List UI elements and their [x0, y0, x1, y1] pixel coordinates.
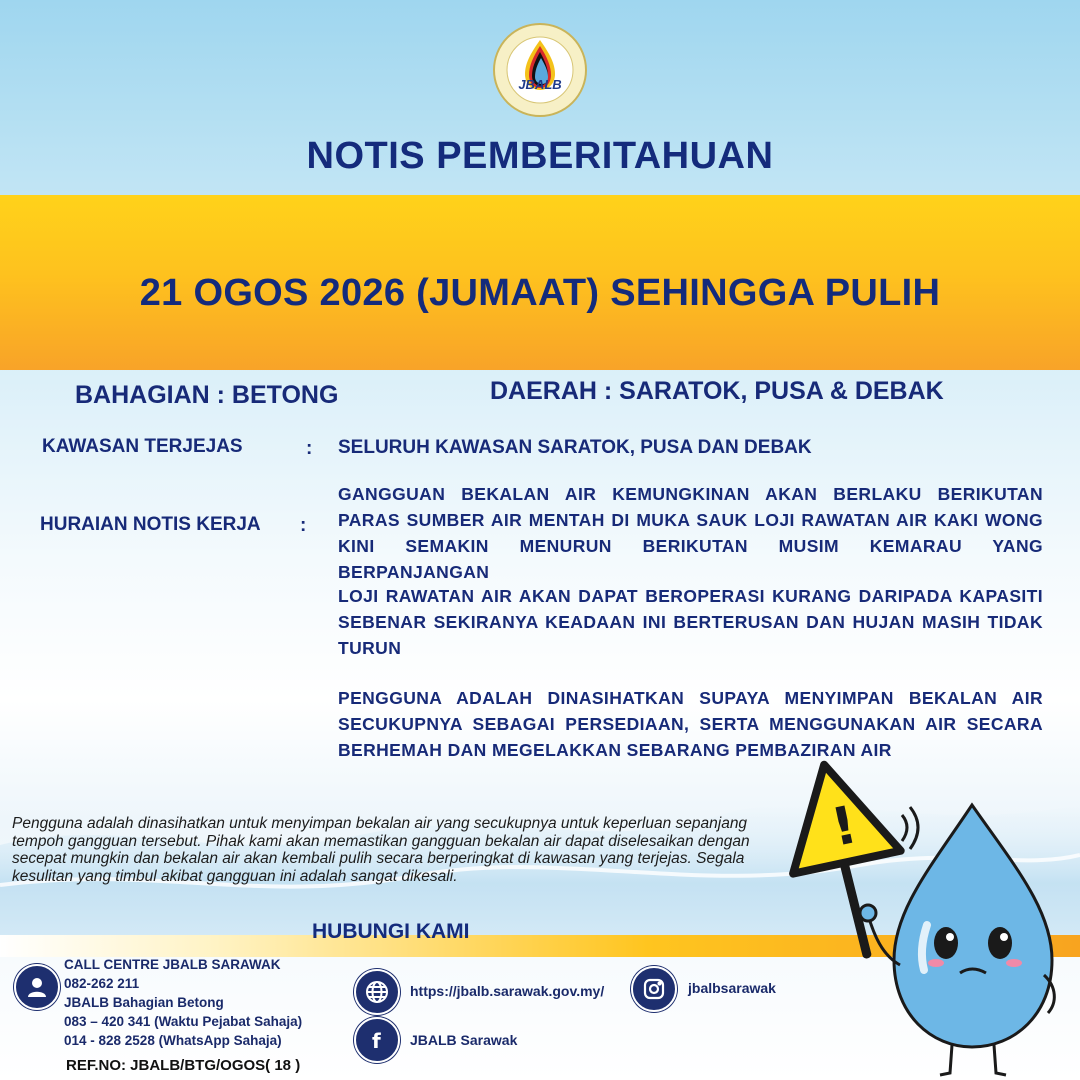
- warning-icon: [782, 755, 901, 874]
- contact-line-3: JBALB Bahagian Betong: [64, 995, 224, 1010]
- reference-number: REF.NO: JBALB/BTG/OGOS( 18 ): [66, 1057, 301, 1074]
- facebook-icon[interactable]: [354, 1017, 400, 1063]
- mascot-warning-illustration: [782, 755, 1080, 1080]
- hubungi-heading: HUBUNGI KAMI: [312, 920, 470, 943]
- instagram-link[interactable]: jbalbsarawak: [688, 980, 776, 996]
- daerah-heading: DAERAH : SARATOK, PUSA & DEBAK: [490, 377, 944, 405]
- facebook-link[interactable]: JBALB Sarawak: [410, 1032, 518, 1048]
- kawasan-value: SELURUH KAWASAN SARATOK, PUSA DAN DEBAK: [338, 437, 812, 458]
- huraian-colon: :: [300, 515, 307, 536]
- huraian-label: HURAIAN NOTIS KERJA: [40, 514, 261, 535]
- logo-name: JBALB: [518, 77, 562, 92]
- instagram-icon[interactable]: [631, 966, 677, 1012]
- person-icon: [14, 964, 60, 1010]
- contact-line-4: 083 – 420 341 (Waktu Pejabat Sahaja): [64, 1014, 303, 1029]
- globe-icon[interactable]: [354, 969, 400, 1015]
- disclaimer-text: Pengguna adalah dinasihatkan untuk menyimpan bekalan air yang secukupnya untuk keperluan sepanjang tempoh gangguan tersebut. Pihak kami akan memastikan gangguan bekalan air dapat diselesaikan dengan secepat mungkin dan bekalan air akan kembali pulih secara berperingkat di kawasan yang terjejas. Segala kesulitan yang timbul akibat gangguan ini adalah sangat dikesali.: [12, 815, 750, 885]
- call-centre-block: [64, 955, 302, 1050]
- kawasan-label: KAWASAN TERJEJAS: [42, 436, 243, 457]
- svg-text:f: f: [372, 1029, 381, 1052]
- page-title: NOTIS PEMBERITAHUAN: [306, 135, 774, 177]
- huraian-paragraph-3: PENGGUNA ADALAH DINASIHATKAN SUPAYA MENYIMPAN BEKALAN AIR SECUKUPNYA SEBAGAI PERSEDIAAN, SERTA MENGGUNAKAN AIR SECARA BERHEMAH DAN MEGELAKKAN SEBARANG PEMBAZIRAN AIR: [338, 688, 1043, 760]
- huraian-paragraph-2: LOJI RAWATAN AIR AKAN DAPAT BEROPERASI KURANG DARIPADA KAPASITI SEBENAR SEKIRANYA KEADAAN INI BERTERUSAN DAN HUJAN MASIH TIDAK TURUN: [338, 586, 1043, 658]
- huraian-paragraph-1: GANGGUAN BEKALAN AIR KEMUNGKINAN AKAN BERLAKU BERIKUTAN PARAS SUMBER AIR MENTAH DI MUKA SAUK LOJI RAWATAN AIR KAKI WONG KINI SEMAKIN MENURUN BERIKUTAN MUSIM KEMARAU YANG BERPANJANGAN: [338, 484, 1043, 582]
- kawasan-colon: :: [306, 438, 313, 459]
- jbalb-logo: [492, 22, 588, 118]
- date-banner-text: 21 OGOS 2026 (JUMAAT) SEHINGGA PULIH: [139, 272, 941, 314]
- contact-line-2: 082-262 211: [64, 976, 140, 991]
- svg-text:!: !: [826, 795, 863, 859]
- contact-line-5: 014 - 828 2528 (WhatsApp Sahaja): [64, 1033, 282, 1048]
- contact-line-1: CALL CENTRE JBALB SARAWAK: [64, 957, 281, 972]
- website-link[interactable]: https://jbalb.sarawak.gov.my/: [410, 983, 605, 999]
- bahagian-heading: BAHAGIAN : BETONG: [75, 381, 339, 409]
